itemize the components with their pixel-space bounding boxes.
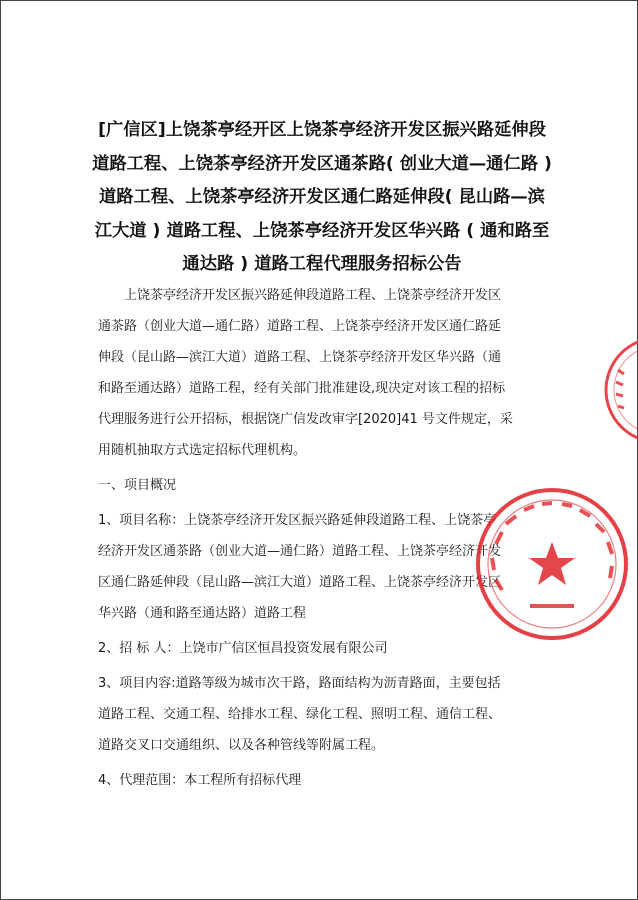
item-3-line: 道路交叉口交通组织、以及各种管线等附属工程。	[98, 738, 385, 753]
title-line: 通达路 ) 道路工程代理服务招标公告	[182, 254, 462, 274]
item-1-line: 1、项目名称：上饶茶亭经济开发区振兴路延伸段道路工程、上饶茶亭	[98, 513, 497, 528]
title-line: 道路工程、上饶茶亭经济开发区通茶路( 创业大道—通仁路 )	[92, 153, 552, 174]
company-seal-icon	[472, 484, 632, 644]
item-4-scope: 4、代理范围：本工程所有招标代理	[98, 773, 302, 788]
intro-line: 通茶路（创业大道—通仁路）道路工程、上饶茶亭经济开发区通仁路延	[98, 319, 502, 334]
intro-line: 上饶茶亭经济开发区振兴路延伸段道路工程、上饶茶亭经济开发区	[124, 288, 502, 303]
item-3-line: 道路工程、交通工程、给排水工程、绿化工程、照明工程、通信工程、	[98, 707, 502, 722]
intro-line: 用随机抽取方式选定招标代理机构。	[98, 443, 307, 458]
item-2-tenderer: 2、招 标 人：上饶市广信区恒昌投资发展有限公司	[98, 641, 388, 656]
intro-line: 代理服务进行公开招标，根据饶广信发改审字[2020]41 号文件规定，采	[98, 412, 513, 427]
item-1-line: 区通仁路延伸段（昆山路—滨江大道）道路工程、上饶茶亭经济开发区	[98, 575, 502, 590]
intro-line: 伸段（昆山路—滨江大道）道路工程、上饶茶亭经济开发区华兴路（通	[98, 350, 502, 365]
intro-line: 和路至通达路）道路工程，经有关部门批准建设,现决定对该工程的招标	[98, 381, 506, 396]
announcement-title	[86, 114, 558, 282]
item-1-line: 华兴路（通和路至通达路）道路工程	[98, 606, 307, 621]
title-line: 道路工程、上饶茶亭经济开发区通仁路延伸段( 昆山路—滨	[99, 187, 545, 207]
title-line: [广信区]上饶茶亭经开区上饶茶亭经济开发区振兴路延伸段	[98, 120, 546, 140]
title-line: 江大道 ) 道路工程、上饶茶亭经济开发区华兴路 ( 通和路至	[94, 220, 550, 241]
partial-seal-icon	[588, 330, 638, 450]
item-3-line: 3、项目内容:道路等级为城市次干路，路面结构为沥青路面，主要包括	[98, 676, 501, 691]
section-heading: 一、项目概况	[98, 478, 177, 493]
item-1-line: 经济开发区通茶路（创业大道—通仁路）道路工程、上饶茶亭经济开发	[98, 544, 502, 559]
